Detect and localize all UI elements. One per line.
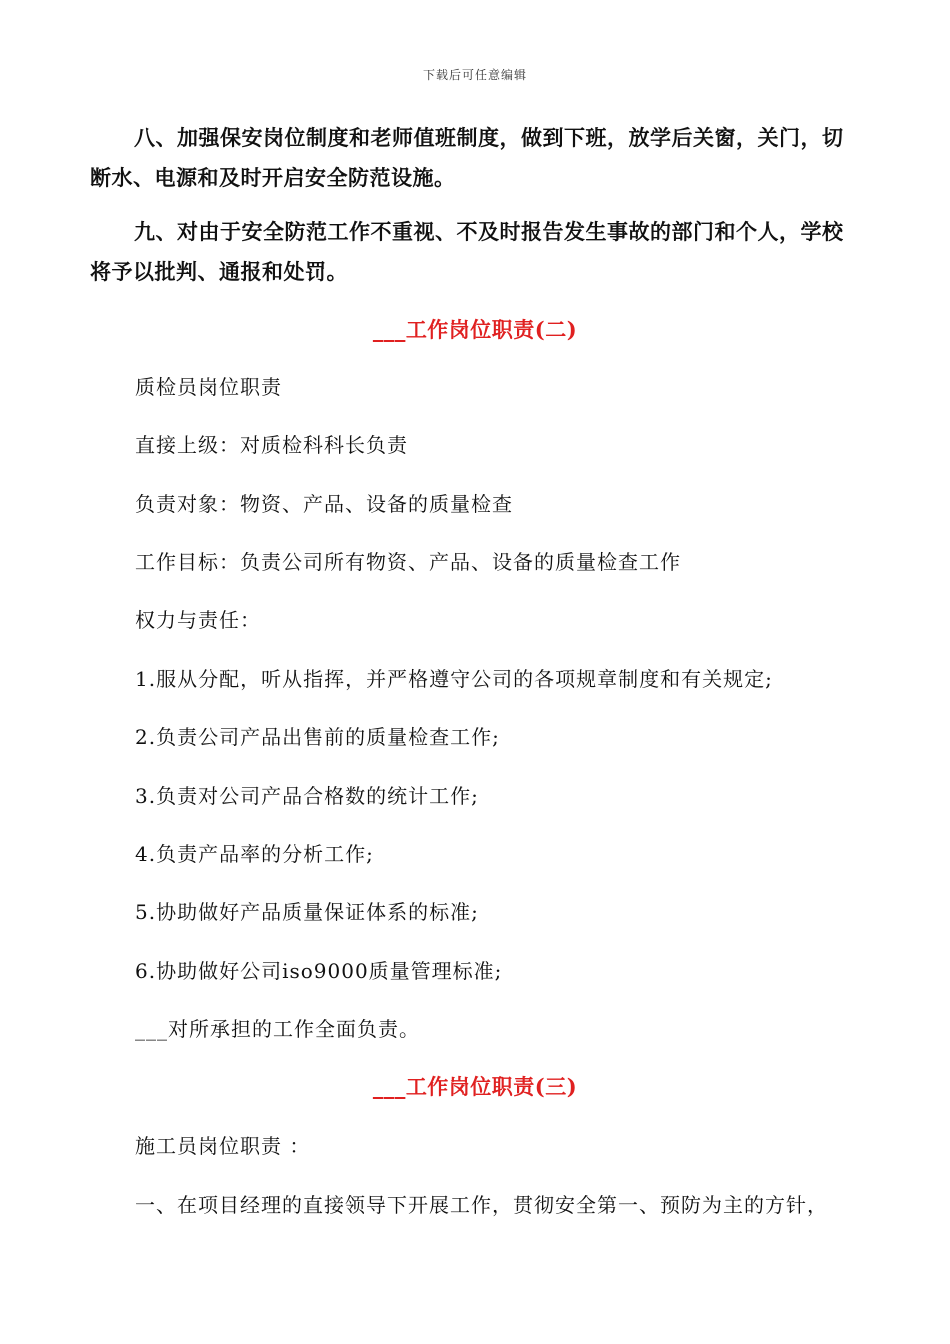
paragraph-item-9: 九、对由于安全防范工作不重视、不及时报告发生事故的部门和个人，学校将予以批判、通报和处罚。: [90, 219, 844, 284]
section2-list-item: 6.协助做好公司iso9000质量管理标准;: [135, 959, 503, 983]
section2-line: 工作目标：负责公司所有物资、产品、设备的质量检查工作: [135, 550, 681, 574]
section2-line: ___对所承担的工作全面负责。: [135, 1017, 420, 1041]
section2-line: 质检员岗位职责: [135, 375, 282, 399]
section2-list-item: 2.负责公司产品出售前的质量检查工作;: [135, 725, 500, 749]
section2-list-item: 5.协助做好产品质量保证体系的标准;: [135, 900, 479, 924]
section-title-3: ___工作岗位职责(三): [372, 1074, 578, 1099]
section2-list-item: 4.负责产品率的分析工作;: [135, 842, 374, 866]
section3-line: 施工员岗位职责 ：: [135, 1134, 311, 1158]
page-header-note: 下载后可任意编辑: [422, 68, 527, 82]
section2-line: 负责对象：物资、产品、设备的质量检查: [135, 492, 513, 516]
section3-line: 一、在项目经理的直接领导下开展工作，贯彻安全第一、预防为主的方针，: [135, 1193, 828, 1217]
section-title-2: ___工作岗位职责(二): [372, 317, 578, 342]
section2-line: 直接上级：对质检科科长负责: [135, 433, 408, 457]
section2-line: 权力与责任：: [135, 608, 261, 632]
section2-list-item: 3.负责对公司产品合格数的统计工作;: [135, 784, 479, 808]
section2-list-item: 1.服从分配，听从指挥，并严格遵守公司的各项规章制度和有关规定;: [135, 667, 773, 691]
paragraph-item-8: 八、加强保安岗位制度和老师值班制度，做到下班，放学后关窗，关门，切断水、电源和及时开启安全防范设施。: [90, 125, 844, 190]
